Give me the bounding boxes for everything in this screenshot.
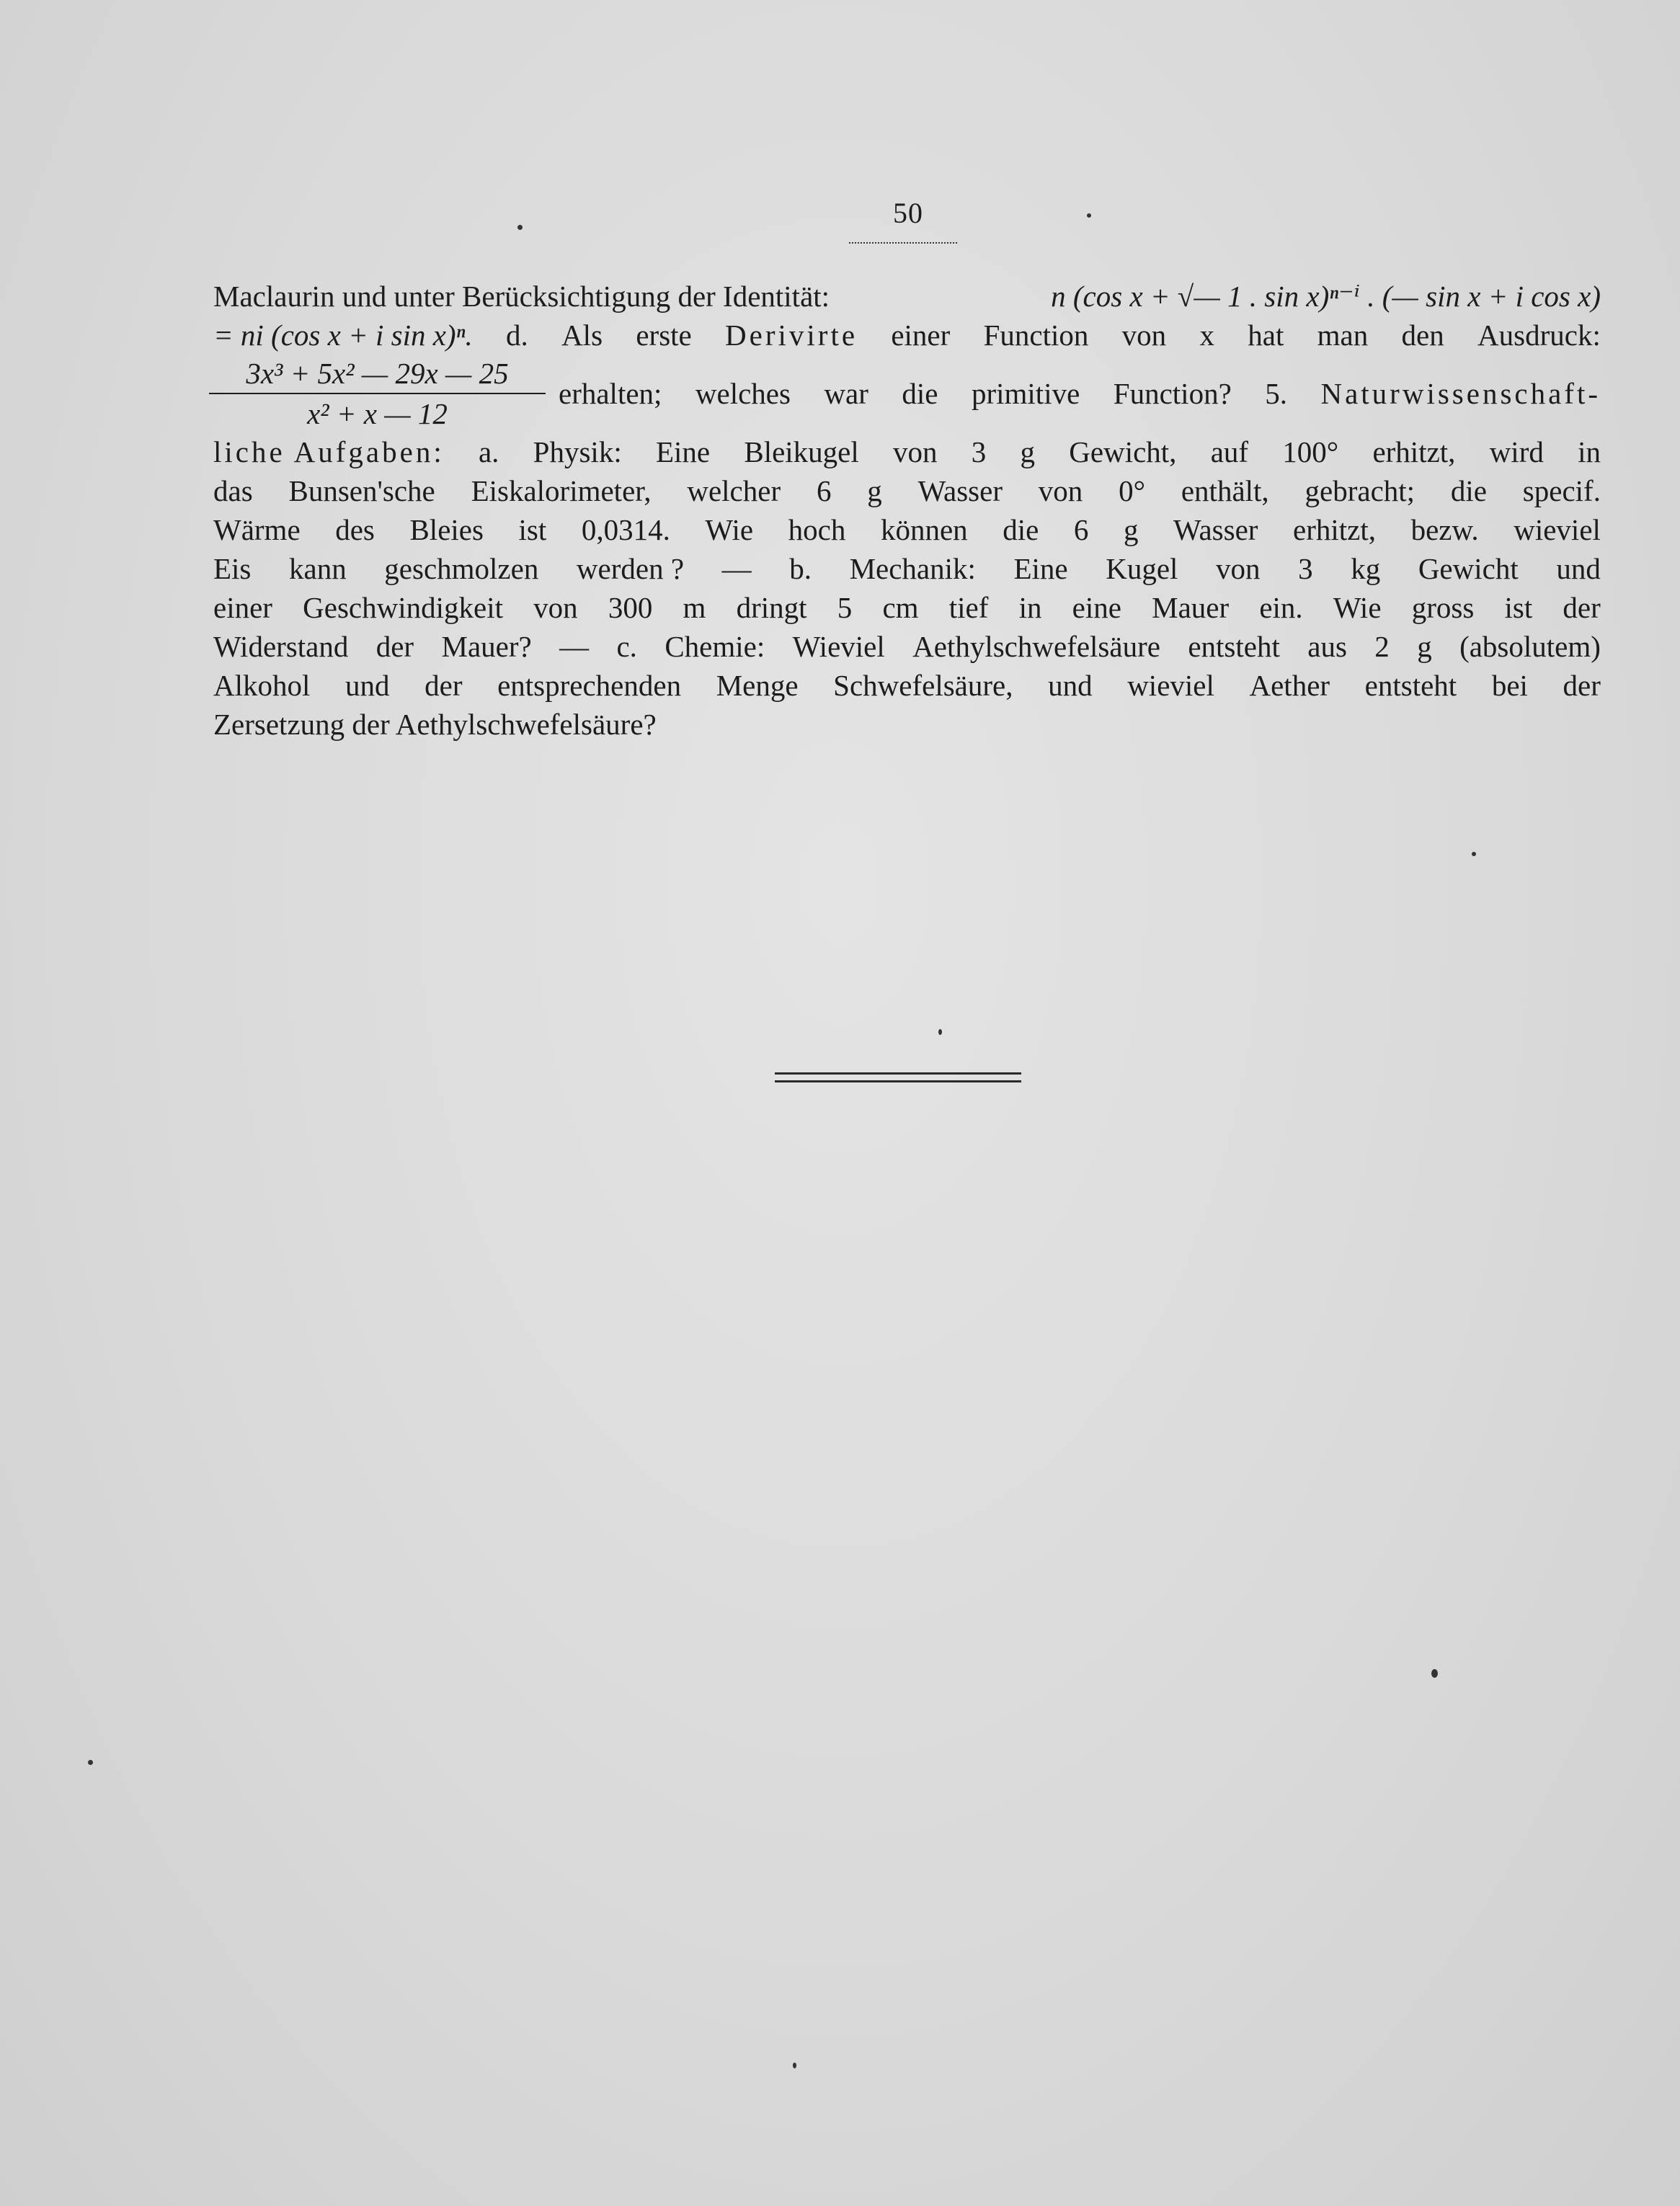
word: entsprechenden bbox=[497, 669, 682, 702]
word: Aethylschwefelsäure bbox=[912, 630, 1160, 663]
word: Function? bbox=[1113, 377, 1232, 410]
word: (absolutem) bbox=[1459, 630, 1601, 663]
text-line bbox=[213, 666, 1601, 705]
word: des bbox=[335, 513, 375, 546]
word: dringt bbox=[736, 591, 807, 624]
word: — bbox=[559, 630, 590, 663]
word: Eine bbox=[655, 435, 711, 468]
word: die bbox=[1450, 474, 1487, 507]
word: cm bbox=[882, 591, 919, 624]
word: ein. bbox=[1259, 591, 1303, 624]
word: der bbox=[1563, 591, 1601, 624]
word: Mechanik: bbox=[849, 552, 976, 585]
word: Wie bbox=[705, 513, 754, 546]
word: 6 bbox=[816, 474, 832, 507]
word: gross bbox=[1411, 591, 1475, 624]
word: ist bbox=[518, 513, 547, 546]
text-line bbox=[213, 510, 1601, 549]
word: Gewicht, bbox=[1069, 435, 1177, 468]
word: können bbox=[880, 513, 968, 546]
word: Geschwindigkeit bbox=[303, 591, 503, 624]
word: erhalten; bbox=[559, 377, 662, 410]
word: von bbox=[533, 591, 578, 624]
word: Wärme bbox=[213, 513, 301, 546]
formula: = ni (cos x + i sin x)ⁿ. bbox=[213, 319, 473, 352]
word: liche Aufgaben: bbox=[213, 435, 445, 468]
word: ist bbox=[1504, 591, 1533, 624]
word: Widerstand bbox=[213, 630, 349, 663]
word: hat bbox=[1248, 319, 1284, 352]
word: primitive bbox=[971, 377, 1080, 410]
word: 3 bbox=[971, 435, 987, 468]
page-number-ornament bbox=[849, 238, 957, 244]
text-line bbox=[213, 471, 1601, 510]
word: erste bbox=[636, 319, 692, 352]
text-line bbox=[213, 588, 1601, 627]
word: Als bbox=[561, 319, 603, 352]
word: Ausdruck: bbox=[1477, 319, 1601, 352]
word: geschmolzen bbox=[384, 552, 539, 585]
word: 0,0314. bbox=[581, 513, 670, 546]
fraction-line bbox=[213, 355, 1601, 432]
print-speck bbox=[793, 2063, 796, 2068]
text-segment: Zersetzung der Aethylschwefelsäure? bbox=[213, 708, 657, 741]
word: kg bbox=[1351, 552, 1381, 585]
word: bei bbox=[1491, 669, 1528, 702]
word: Mauer bbox=[1152, 591, 1230, 624]
word: d. bbox=[506, 319, 528, 352]
word: gebracht; bbox=[1305, 474, 1415, 507]
word: Menge bbox=[716, 669, 799, 702]
word: welcher bbox=[687, 474, 781, 507]
word: m bbox=[683, 591, 706, 624]
word: von bbox=[1121, 319, 1167, 352]
word: auf bbox=[1210, 435, 1249, 468]
word: in bbox=[1578, 435, 1601, 468]
word: g bbox=[1417, 630, 1432, 663]
word: hoch bbox=[788, 513, 846, 546]
word: 2 bbox=[1374, 630, 1390, 663]
word: bezw. bbox=[1410, 513, 1479, 546]
word: Eine bbox=[1013, 552, 1068, 585]
word: b. bbox=[789, 552, 812, 585]
word: werden ? bbox=[576, 552, 685, 585]
body-text bbox=[213, 277, 1601, 744]
word: wieviel bbox=[1514, 513, 1601, 546]
word: Gewicht bbox=[1418, 552, 1519, 585]
word: Bleikugel bbox=[744, 435, 859, 468]
word: Function bbox=[983, 319, 1089, 352]
word: aus bbox=[1307, 630, 1347, 663]
word: die bbox=[1003, 513, 1039, 546]
fraction-denominator: x² + x — 12 bbox=[307, 397, 448, 430]
print-speck bbox=[938, 1029, 942, 1035]
word: x bbox=[1199, 319, 1214, 352]
word: c. bbox=[616, 630, 637, 663]
word: Kugel bbox=[1106, 552, 1178, 585]
word: 5. bbox=[1265, 377, 1287, 410]
word: g bbox=[867, 474, 882, 507]
word: 300 bbox=[608, 591, 653, 624]
text-line bbox=[213, 316, 1601, 355]
word: specif. bbox=[1522, 474, 1601, 507]
word: — bbox=[721, 552, 752, 585]
word: Derivirte bbox=[725, 319, 858, 352]
word: 100° bbox=[1282, 435, 1339, 468]
print-speck bbox=[1472, 852, 1476, 856]
word: Wasser bbox=[1173, 513, 1258, 546]
word: g bbox=[1020, 435, 1036, 468]
word: von bbox=[893, 435, 938, 468]
word: Physik: bbox=[533, 435, 622, 468]
word: a. bbox=[478, 435, 499, 468]
word: die bbox=[902, 377, 938, 410]
print-speck bbox=[517, 225, 523, 230]
word: Alkohol bbox=[213, 669, 311, 702]
word: in bbox=[1018, 591, 1042, 624]
print-speck bbox=[88, 1760, 93, 1765]
word: wieviel bbox=[1127, 669, 1214, 702]
page-number: 50 bbox=[893, 197, 923, 229]
text-line bbox=[213, 432, 1601, 471]
print-speck bbox=[1087, 213, 1091, 218]
word: Naturwissenschaft- bbox=[1320, 377, 1601, 410]
word: tief bbox=[948, 591, 989, 624]
formula: n (cos x + √— 1 . sin x)ⁿ⁻ⁱ . (— sin x + i cos x) bbox=[1051, 280, 1601, 313]
word: Chemie: bbox=[665, 630, 765, 663]
word: das bbox=[213, 474, 253, 507]
section-divider bbox=[775, 1072, 1021, 1082]
word: eine bbox=[1072, 591, 1121, 624]
word: wird bbox=[1489, 435, 1544, 468]
word: Bleies bbox=[409, 513, 484, 546]
word: und bbox=[1556, 552, 1601, 585]
word: Wasser bbox=[917, 474, 1003, 507]
text-line bbox=[213, 705, 1601, 744]
word: Wieviel bbox=[792, 630, 885, 663]
word: der bbox=[375, 630, 414, 663]
word: 6 bbox=[1073, 513, 1089, 546]
word: enthält, bbox=[1181, 474, 1269, 507]
fraction-tail bbox=[559, 374, 1601, 413]
word: und bbox=[345, 669, 390, 702]
text-segment: Maclaurin und unter Berücksichtigung der Identität: bbox=[213, 280, 830, 313]
word: von bbox=[1216, 552, 1261, 585]
word: einer bbox=[891, 319, 951, 352]
word: der bbox=[425, 669, 463, 702]
word: von bbox=[1038, 474, 1083, 507]
word: Schwefelsäure, bbox=[833, 669, 1013, 702]
word: der bbox=[1563, 669, 1601, 702]
text-line bbox=[213, 549, 1601, 588]
word: erhitzt, bbox=[1372, 435, 1456, 468]
fraction-numerator: 3x³ + 5x² — 29x — 25 bbox=[209, 355, 546, 394]
word: Eiskalorimeter, bbox=[471, 474, 652, 507]
word: den bbox=[1401, 319, 1444, 352]
word: entsteht bbox=[1364, 669, 1457, 702]
word: erhitzt, bbox=[1293, 513, 1376, 546]
text-line bbox=[213, 627, 1601, 666]
word: Aether bbox=[1249, 669, 1330, 702]
word: 0° bbox=[1119, 474, 1146, 507]
word: 3 bbox=[1298, 552, 1313, 585]
word: welches bbox=[695, 377, 791, 410]
word: Wie bbox=[1333, 591, 1382, 624]
word: man bbox=[1317, 319, 1369, 352]
word: entsteht bbox=[1188, 630, 1280, 663]
fraction-expression bbox=[213, 355, 541, 432]
word: kann bbox=[289, 552, 347, 585]
word: war bbox=[824, 377, 868, 410]
word: Mauer? bbox=[441, 630, 532, 663]
word: Bunsen'sche bbox=[288, 474, 435, 507]
word: einer bbox=[213, 591, 272, 624]
print-speck bbox=[1431, 1669, 1438, 1678]
word: und bbox=[1048, 669, 1093, 702]
text-line bbox=[213, 277, 1601, 316]
word: Eis bbox=[213, 552, 252, 585]
word: g bbox=[1123, 513, 1139, 546]
word: 5 bbox=[837, 591, 853, 624]
